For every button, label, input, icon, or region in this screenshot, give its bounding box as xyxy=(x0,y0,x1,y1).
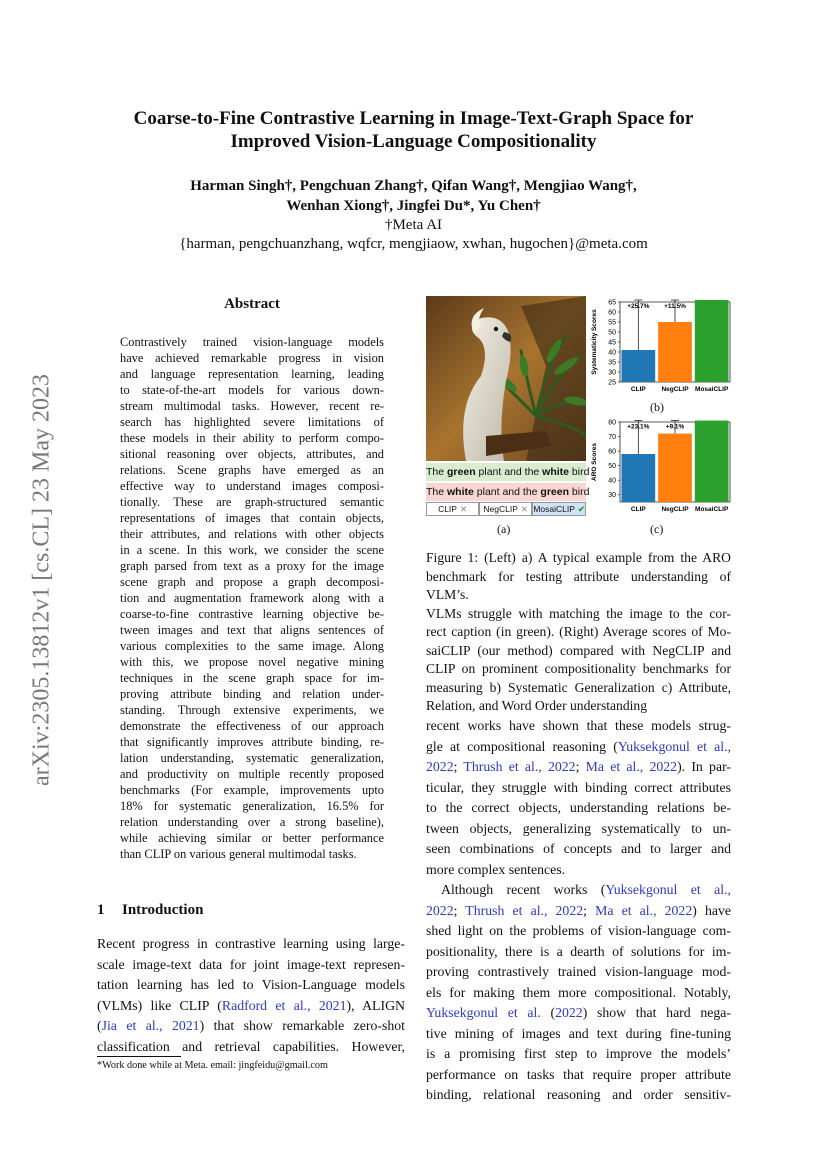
citation-link[interactable]: Yuksekgonul et al. xyxy=(426,1005,541,1020)
body-line: gle at compositional reasoning (Yuksekgonul et al., xyxy=(426,738,731,754)
abstract-line: relations. Scene graphs have emerged as an xyxy=(120,463,384,477)
caption-correct: The green plant and the white bird xyxy=(426,463,586,481)
y-tick-label: 45 xyxy=(608,339,616,347)
intro-paragraph xyxy=(97,934,405,1057)
abstract-line: demonstrate the effectiveness of our approach xyxy=(120,719,384,733)
improvement-label: +23.1% xyxy=(627,423,650,431)
y-tick-label: 30 xyxy=(608,492,616,500)
abstract-body xyxy=(120,334,384,862)
abstract-line: while achieving similar or better performance xyxy=(120,831,384,845)
word-white: white xyxy=(542,466,570,478)
abstract-line: effective way to understand images composi- xyxy=(120,479,384,493)
cockatoo-photo-illustration xyxy=(426,296,586,461)
body-line: proving contrastively trained vision-language mod- xyxy=(426,964,731,979)
body-line: Yuksekgonul et al. (2022) show that hard nega- xyxy=(426,1005,732,1020)
check-icon: ✔ xyxy=(577,503,586,514)
y-tick-label: 55 xyxy=(608,319,616,327)
author-emails: {harman, pengchuanzhang, wqfcr, mengjiaow, xwhan, hugochen}@meta.com xyxy=(179,236,648,252)
body-line: shed light on the problems of vision-language com- xyxy=(426,923,731,938)
citation-link[interactable]: Yuksekgonul et al., xyxy=(617,738,731,754)
arxiv-stamp xyxy=(22,300,62,860)
y-tick-label: 65 xyxy=(608,299,616,307)
x-tick-label: NegCLIP xyxy=(661,386,689,393)
abstract-line: have achieved remarkable progress in vision xyxy=(120,351,384,365)
paper-title xyxy=(60,107,767,153)
word-green: green xyxy=(447,466,476,478)
abstract-line: lation understanding, systematic generalization, xyxy=(120,751,384,765)
abstract-line: techniques in the scene graph space for im- xyxy=(120,671,384,685)
citation-link[interactable]: 2022 xyxy=(426,902,454,918)
panel-label-c: (c) xyxy=(650,522,664,536)
caption-line: Figure 1: (Left) a) A typical example from the ARO xyxy=(426,550,731,565)
abstract-line: than CLIP on various general multimodal tasks. xyxy=(120,847,357,861)
abstract-line: standing. Through extensive experiments, we xyxy=(120,703,384,717)
abstract-line: Contrastively trained vision-language models xyxy=(120,335,384,349)
body-line: 2022; Thrush et al., 2022; Ma et al., 2022). In par- xyxy=(426,759,731,774)
abstract-line: tionally. These are graph-structured semantic xyxy=(120,495,384,509)
abstract-line: with this, we propose novel negative mining xyxy=(120,655,384,669)
abstract-line: graph parsed from text as a proxy for the image xyxy=(120,559,384,573)
intro-line: (VLMs) like CLIP (Radford et al., 2021), ALIGN xyxy=(97,997,406,1013)
abstract-line: representations of images that contain objects, xyxy=(120,511,384,525)
intro-line: tation learning has led to Vision-Language models xyxy=(97,977,405,992)
body-line: performance on tasks that require proper attribute xyxy=(426,1066,731,1082)
caption-line: CLIP on prominent compositionality benchmarks for xyxy=(426,661,731,676)
chart-systematicity xyxy=(590,296,732,396)
caption-line: VLMs struggle with matching the image to the cor- xyxy=(426,605,731,621)
body-line: tween objects, generalizing systematically to un- xyxy=(426,820,731,836)
abstract-line: 18% for systematic generalization, 16.5% for xyxy=(120,799,384,813)
citation-link[interactable]: 2022 xyxy=(426,759,454,774)
improvement-label: +11.5% xyxy=(664,303,686,310)
y-axis-label: ARO Scores xyxy=(591,443,598,481)
abstract-line: to state-of-the-art models for various down- xyxy=(120,383,384,397)
bar-negclip xyxy=(658,434,692,502)
body-line: is a promising first step to improve the models’ xyxy=(426,1046,731,1061)
y-tick-label: 30 xyxy=(608,369,616,377)
abstract-line: stream multimodal tasks. However, recent re- xyxy=(120,399,384,413)
citation-link[interactable]: Jia et al., 2021 xyxy=(101,1018,200,1033)
x-tick-label: CLIP xyxy=(630,386,646,393)
abstract-line: coarse-to-fine contrastive learning objective be- xyxy=(120,607,384,621)
footnote-rule xyxy=(97,1056,181,1057)
section-number: 1 xyxy=(97,902,105,918)
body-line: binding, relational reasoning and order sensitiv- xyxy=(426,1087,731,1102)
abstract-line: in a scene. In this work, we consider the scene xyxy=(120,543,384,557)
affiliation: †Meta AI xyxy=(384,217,443,233)
model-negclip: NegCLIP ✕ xyxy=(479,502,532,516)
model-result-row xyxy=(426,502,586,516)
title-line-2: Improved Vision-Language Compositionality xyxy=(230,131,597,152)
arxiv-stamp-text: arXiv:2305.13812v1 [cs.CL] 23 May 2023 xyxy=(28,374,55,786)
title-line-1: Coarse-to-Fine Contrastive Learning in Image-Text-Graph Space for xyxy=(133,108,694,129)
citation-link[interactable]: Ma et al., 2022 xyxy=(595,902,693,918)
y-tick-label: 25 xyxy=(608,379,616,387)
abstract-line: tween images and text that aligns sentences of xyxy=(120,623,384,637)
x-tick-label: MosaiCLIP xyxy=(695,506,729,513)
y-axis-label: Systematicity Scores xyxy=(591,309,598,375)
abstract-line: tion and augmentation framework along with a xyxy=(120,591,384,605)
chart-aro xyxy=(590,416,732,516)
caption-line: measuring b) Systematic Generalization c) Attribute, xyxy=(426,679,731,695)
cross-icon: ✕ xyxy=(459,503,468,514)
citation-link[interactable]: Ma et al., 2022 xyxy=(585,759,678,774)
right-paragraph-1 xyxy=(426,716,731,880)
body-line: Although recent works (Yuksekgonul et al., xyxy=(441,882,731,897)
section-title: Introduction xyxy=(122,902,204,918)
citation-link[interactable]: 2022 xyxy=(555,1005,583,1020)
intro-line: Recent progress in contrastive learning using large- xyxy=(97,936,405,951)
abstract-line: benchmarks (For example, improvements upto xyxy=(120,783,384,797)
cross-icon: ✕ xyxy=(520,503,529,514)
panel-label-a: (a) xyxy=(497,522,511,536)
abstract-line: scene graph and propose a graph decomposi- xyxy=(120,575,384,589)
y-tick-label: 40 xyxy=(608,477,616,485)
body-line: recent works have shown that these models strug- xyxy=(426,718,731,733)
body-line: more complex sentences. xyxy=(426,861,566,877)
bar-mosaiclip xyxy=(695,421,729,502)
authors-line-2: Wenhan Xiong†, Jingfei Du*, Yu Chen† xyxy=(286,198,541,214)
body-line: ticular, they struggle with binding correct attributes xyxy=(426,779,731,795)
abstract-line: and language representation learning, leading xyxy=(120,367,384,381)
y-tick-label: 35 xyxy=(608,359,616,367)
citation-link[interactable]: Yuksekgonul et al., xyxy=(605,882,731,897)
abstract-line: various complexities to the same image. Along xyxy=(120,639,384,653)
x-tick-label: CLIP xyxy=(630,506,646,513)
body-line: tive mining of images and text during fine-tuning xyxy=(426,1025,731,1041)
word-white: white xyxy=(447,486,474,498)
section-heading-introduction xyxy=(97,902,203,919)
improvement-label: +9.1% xyxy=(665,423,685,431)
y-tick-label: 60 xyxy=(608,309,616,317)
word-green: green xyxy=(540,486,570,498)
y-tick-label: 70 xyxy=(608,434,616,442)
bar-mosaiclip xyxy=(695,300,729,382)
bar-clip xyxy=(621,350,655,382)
panel-label-b: (b) xyxy=(650,400,664,414)
y-tick-label: 40 xyxy=(608,349,616,357)
abstract-line: that significantly improves attribute binding, re- xyxy=(120,735,384,749)
caption-line: Relation, and Word Order understanding xyxy=(426,698,648,713)
body-line: positionality, there is a dearth of solutions for im- xyxy=(426,943,731,959)
x-tick-label: NegCLIP xyxy=(661,506,689,513)
caption-wrong: The white plant and the green bird xyxy=(426,483,586,501)
improvement-label: +25.7% xyxy=(627,303,650,310)
y-tick-label: 50 xyxy=(608,329,616,337)
abstract-line: proving attribute binding and relation under- xyxy=(120,687,384,701)
citation-link[interactable]: Thrush et al., 2022 xyxy=(465,902,584,918)
citation-link[interactable]: Thrush et al., 2022 xyxy=(463,759,576,774)
abstract-line: their attributes, and relations with other objects xyxy=(120,527,384,541)
right-paragraph-2 xyxy=(426,880,731,1106)
body-line: 2022; Thrush et al., 2022; Ma et al., 2022) have xyxy=(426,902,731,918)
abstract-line: these models in their ability to perform compo- xyxy=(120,431,384,445)
intro-line: (Jia et al., 2021) that show remarkable zero-shot xyxy=(97,1018,405,1033)
bar-clip xyxy=(621,454,655,502)
abstract-line: search has highlighted severe limitations of xyxy=(120,415,384,429)
y-tick-label: 60 xyxy=(608,448,616,456)
body-line: els for making them more compositional. Notably, xyxy=(426,984,731,1000)
caption-line: rect caption (in green). (Right) Average scores of Mo- xyxy=(426,624,731,639)
abstract-line: relation understanding over a strong baseline), xyxy=(120,815,384,829)
abstract-line: and productivity on multiple recently proposed xyxy=(120,767,384,781)
bar-negclip xyxy=(658,322,692,382)
intro-line: scale image-text data for joint image-text represen- xyxy=(97,956,405,972)
abstract-heading: Abstract xyxy=(224,296,280,312)
figure-photo-cockatoo xyxy=(426,296,586,461)
author-list xyxy=(60,176,767,216)
model-clip: CLIP ✕ xyxy=(426,502,479,516)
authors-line-1: Harman Singh†, Pengchuan Zhang†, Qifan Wang†, Mengjiao Wang†, xyxy=(190,178,637,194)
x-tick-label: MosaiCLIP xyxy=(695,386,729,393)
body-line: seen combinations of concepts and to larger and xyxy=(426,841,731,856)
figure-caption xyxy=(426,549,731,716)
body-line: to the correct objects, understanding relations be- xyxy=(426,800,731,815)
citation-link[interactable]: Radford et al., 2021 xyxy=(221,997,347,1013)
caption-line: benchmark for testing attribute understanding of VLM’s. xyxy=(426,568,731,602)
model-mosaiclip: MosaiCLIP ✔ xyxy=(533,503,586,514)
caption-line: saiCLIP (our method) compared with NegCLIP and xyxy=(426,642,731,658)
intro-line: classification and retrieval capabilities. However, xyxy=(97,1038,405,1054)
y-tick-label: 50 xyxy=(608,463,616,471)
y-tick-label: 80 xyxy=(608,419,616,427)
footnote: *Work done while at Meta. email: jingfeidu@gmail.com xyxy=(97,1060,328,1071)
abstract-line: sitional reasoning over objects, attributes, and xyxy=(120,447,384,461)
